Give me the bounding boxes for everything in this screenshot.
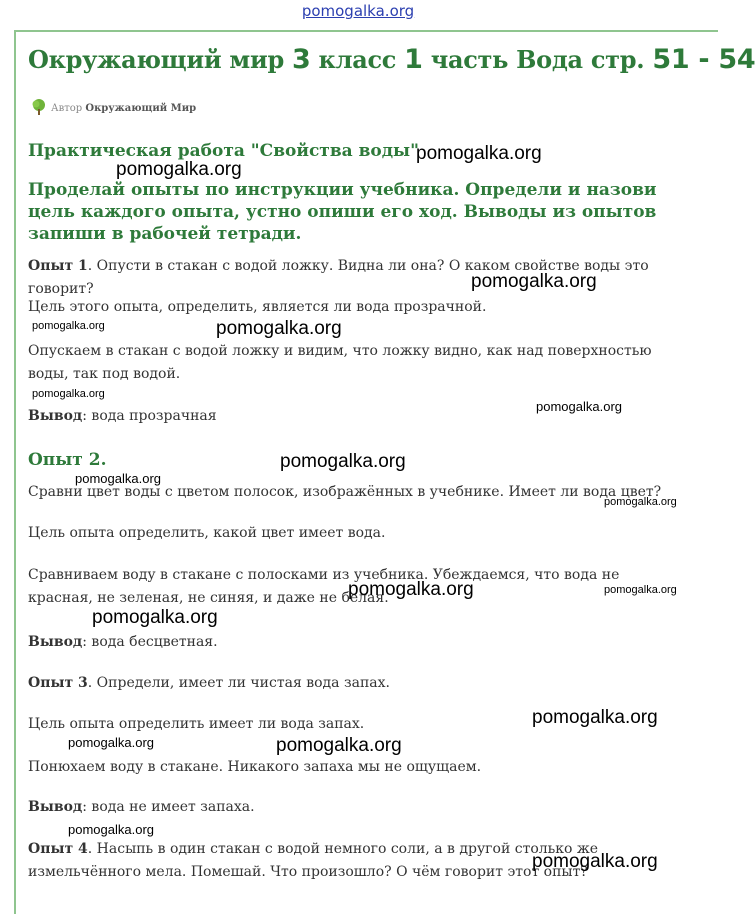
watermark: pomogalka.org	[604, 496, 677, 508]
watermark: pomogalka.org	[32, 388, 105, 400]
top-bar	[0, 0, 716, 30]
watermark: pomogalka.org	[68, 735, 154, 750]
exp2-question: Сравни цвет воды с цветом полосок, изображённых в учебнике. Имеет ли вода цвет?	[28, 484, 662, 500]
page-title: Окружающий мир 3 класс 1 часть Вода стр. 51 - 54	[28, 44, 755, 75]
exp2-goal: Цель опыта определить, какой цвет имеет вода.	[28, 525, 386, 541]
exp1-question: Опыт 1. Опусти в стакан с водой ложку. Видна ли она? О каком свойстве воды это говорит?	[28, 258, 649, 297]
watermark: pomogalka.org	[92, 607, 218, 628]
tree-icon	[30, 98, 48, 119]
exp2-process: Сравниваем воду в стакане с полосками из учебника. Убеждаемся, что вода не красная, не зеленая, не синяя, и даже не белая.	[28, 567, 620, 606]
section-title: Практическая работа "Свойства воды"	[28, 141, 419, 161]
watermark: pomogalka.org	[416, 143, 542, 164]
watermark: pomogalka.org	[471, 271, 597, 292]
watermark: pomogalka.org	[532, 851, 658, 872]
exp2-heading: Опыт 2.	[28, 450, 107, 470]
watermark: pomogalka.org	[216, 318, 342, 339]
watermark: pomogalka.org	[536, 399, 622, 414]
exp3-process: Понюхаем воду в стакане. Никакого запаха мы не ощущаем.	[28, 759, 482, 775]
exp2-conclusion: Вывод: вода бесцветная.	[28, 634, 218, 650]
exp1-goal: Цель этого опыта, определить, является ли вода прозрачной.	[28, 299, 487, 315]
watermark: pomogalka.org	[348, 579, 474, 600]
watermark: pomogalka.org	[116, 159, 242, 180]
exp3-goal: Цель опыта определить имеет ли вода запах.	[28, 716, 365, 732]
watermark: pomogalka.org	[604, 584, 677, 596]
exp1-process: Опускаем в стакан с водой ложку и видим, что ложку видно, как над поверхностью воды, так под водой.	[28, 343, 652, 382]
exp3-question: Опыт 3. Определи, имеет ли чистая вода запах.	[28, 675, 390, 691]
task-text: Проделай опыты по инструкции учебника. Определи и назови цель каждого опыта, устно опиши его ход. Выводы из опытов запиши в рабочей тетради.	[28, 180, 657, 244]
watermark: pomogalka.org	[532, 707, 658, 728]
exp4-question: Опыт 4. Насыпь в один стакан с водой немного соли, а в другой столько же измельчённого мела. Помешай. Что произошло? О чём говорит этот опыт?	[28, 841, 599, 880]
exp1-conclusion: Вывод: вода прозрачная	[28, 408, 217, 424]
watermark: pomogalka.org	[280, 451, 406, 472]
author-line: Автор Окружающий Мир	[30, 98, 196, 119]
site-watermark-link[interactable]: pomogalka.org	[301, 2, 415, 20]
watermark: pomogalka.org	[276, 735, 402, 756]
watermark: pomogalka.org	[68, 822, 154, 837]
watermark: pomogalka.org	[32, 320, 105, 332]
watermark: pomogalka.org	[75, 471, 161, 486]
exp3-conclusion: Вывод: вода не имеет запаха.	[28, 799, 255, 815]
author-name[interactable]: Окружающий Мир	[85, 103, 197, 114]
